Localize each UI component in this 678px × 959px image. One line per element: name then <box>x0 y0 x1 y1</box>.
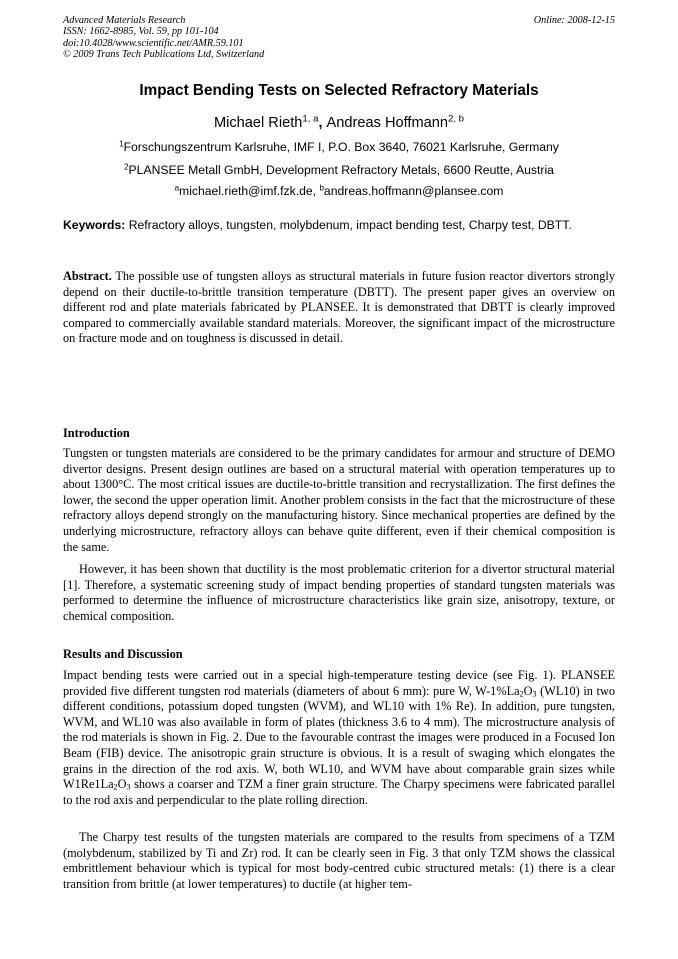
abstract-label: Abstract. <box>63 269 112 283</box>
issn-line: ISSN: 1662-8985, Vol. 59, pp 101-104 <box>63 26 219 38</box>
keywords <box>63 218 623 232</box>
paper-title: Impact Bending Tests on Selected Refractory Materials <box>139 82 539 99</box>
introduction-paragraph-1: Tungsten or tungsten materials are considered to be the primary candidates for armour and structure of DEMO divertor designs. Present design outlines are based on a structural material with operation temperatures up to about 1300°C. The most critical issues are ductile-to-brittle transition and recrystallization. The first defines the lower, the second the upper operation limit. Another problem consists in the fact that the microstructure of these refractory alloys depend strongly on the manufacturing history. Since mechanical properties are defined by the underlying microstructure, refractory alloys can behave quite different, even if their chemical composition is the same. <box>63 446 615 554</box>
subscript-3: 3 <box>126 782 131 792</box>
results-heading: Results and Discussion <box>63 647 183 661</box>
affiliation-2-superscript: 2 <box>124 162 129 172</box>
affiliation-1-superscript: 1 <box>119 139 124 149</box>
journal-name: Advanced Materials Research <box>63 15 186 26</box>
affiliation-1 <box>63 140 615 154</box>
affiliation-1-text: Forschungszentrum Karlsruhe, IMF I, P.O. Box 3640, 76021 Karlsruhe, Germany <box>123 140 559 154</box>
author-2: Andreas Hoffmann <box>326 115 448 131</box>
subscript-2: 2 <box>519 689 524 699</box>
email-b: andreas.hoffmann@plansee.com <box>323 184 504 198</box>
introduction-paragraph-2: However, it has been shown that ductility is the most problematic criterion for a divertor structural material [1]. Therefore, a systematic screening study of impact bending properties of standard tungsten materials was performed to determine the influence of microstructure characteristics like grain size, anisotropy, texture, or chemical composition. <box>63 562 615 623</box>
email-b-superscript: b <box>319 183 324 193</box>
abstract <box>63 269 615 347</box>
author-line <box>63 115 615 131</box>
keywords-label: Keywords: <box>63 218 126 232</box>
results-p1-part-d: O <box>117 777 127 792</box>
email-line <box>63 184 615 198</box>
results-p1-part-c: (WL10) in two different conditions, potassium doped tungsten (WVM), and WL10 with 1% Re). In addition, pure tungsten, WVM, and WL10 was also available in form of plates (thickness 3.6 to 4 mm). The microstructure analysis of the rod materials is shown in Fig. 2. Due to the favourable contrast the images were produced in a Focused Ion Beam (FIB) device. The anisotropic grain structure is obvious. It is a result of swaging which elongates the grains in the direction of the rod axis. W, both WL10, and WVM have about comparable grain sizes while W1Re1La <box>63 683 615 792</box>
email-a: michael.rieth@imf.fzk.de, <box>179 184 320 198</box>
online-date: Online: 2008-12-15 <box>533 15 615 26</box>
results-p1-part-e: shows a coarser and TZM a finer grain structure. The Charpy specimens were fabricated parallel to the rod axis and perpendicular to the plate rolling direction. <box>63 777 615 807</box>
author-1-superscript: 1, a <box>302 113 319 125</box>
results-paragraph-2: The Charpy test results of the tungsten materials are compared to the results from specimens of a TZM (molybdenum, stabilized by Ti and Zr) rod. It can be clearly seen in Fig. 3 that only TZM shows the classical embrittlement behaviour which is typical for most body-centred cubic structured metals: (1) there is a clear transition from brittle (at lower temperatures) to ductile (at higher tem- <box>63 830 615 891</box>
subscript-3: 3 <box>532 689 537 699</box>
affiliation-2-text: PLANSEE Metall GmbH, Development Refractory Metals, 6600 Reutte, Austria <box>128 163 554 177</box>
author-2-superscript: 2, b <box>447 113 465 125</box>
copyright-line: © 2009 Trans Tech Publications Ltd, Switzerland <box>63 49 265 61</box>
journal-header <box>63 15 615 61</box>
keywords-text: Refractory alloys, tungsten, molybdenum, impact bending test, Charpy test, DBTT. <box>125 218 572 232</box>
introduction-heading: Introduction <box>63 426 130 440</box>
results-paragraph-1 <box>63 668 615 808</box>
author-separator: , <box>318 115 327 131</box>
doi-line: doi:10.4028/www.scientific.net/AMR.59.101 <box>63 37 244 49</box>
affiliation-2 <box>63 163 615 177</box>
results-p1-part-a: Impact bending tests were carried out in a special high-temperature testing device (see Fig. 1). PLANSEE provided five different tungsten rod materials (diameters of about 6 mm): pure W, W-1%La <box>63 668 615 698</box>
subscript-2: 2 <box>113 782 118 792</box>
email-a-superscript: a <box>174 183 180 193</box>
author-1: Michael Rieth <box>213 115 303 131</box>
results-p1-part-b: O <box>523 683 533 698</box>
abstract-text: The possible use of tungsten alloys as structural materials in future fusion reactor divertors strongly depend on their ductile-to-brittle transition temperature (DBTT). The present paper gives an overview on different rod and plate materials fabricated by PLANSEE. It is demonstrated that DBTT is clearly improved compared to commercially available standard materials. Moreover, the significant impact of the microstructure on fracture mode and on toughness is discussed in detail. <box>63 269 615 346</box>
